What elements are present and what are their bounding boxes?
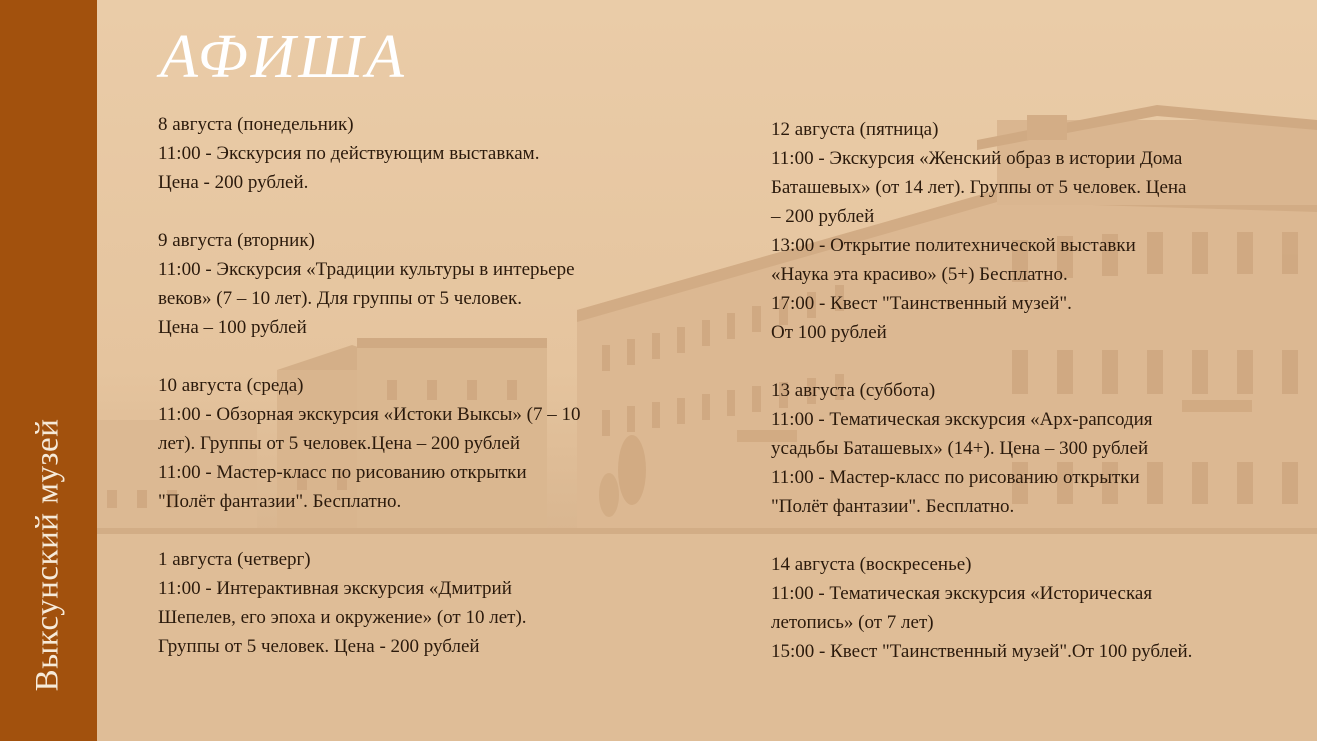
event-day: 8 августа (понедельник): [158, 114, 354, 135]
page-title: АФИША: [160, 23, 407, 91]
event-block-aug-12: [771, 115, 1281, 347]
event-day: 14 августа (воскресенье): [771, 554, 972, 575]
event-line: летопись» (от 7 лет): [771, 612, 934, 633]
event-line: Баташевых» (от 14 лет). Группы от 5 человек. Цена: [771, 177, 1187, 198]
event-line: 11:00 - Экскурсия «Традиции культуры в интерьере: [158, 259, 575, 280]
event-block-aug-1: [158, 545, 678, 661]
event-line: "Полёт фантазии". Бесплатно.: [158, 491, 402, 512]
event-line: Цена - 200 рублей.: [158, 172, 309, 193]
event-line: – 200 рублей: [771, 206, 875, 227]
event-line: усадьбы Баташевых» (14+). Цена – 300 рублей: [771, 438, 1149, 459]
event-day: 13 августа (суббота): [771, 380, 936, 401]
event-line: "Полёт фантазии". Бесплатно.: [771, 496, 1015, 517]
event-line: 11:00 - Мастер-класс по рисованию открытки: [158, 462, 527, 483]
event-block-aug-9: [158, 226, 678, 342]
event-line: 11:00 - Экскурсия по действующим выставкам.: [158, 143, 540, 164]
event-line: 11:00 - Мастер-класс по рисованию открытки: [771, 467, 1140, 488]
event-line: «Наука эта красиво» (5+) Бесплатно.: [771, 264, 1068, 285]
event-block-aug-13: [771, 376, 1281, 521]
event-block-aug-10: [158, 371, 678, 516]
event-block-aug-14: [771, 550, 1281, 666]
schedule-left-column: [158, 110, 678, 690]
sidebar: [0, 0, 97, 741]
museum-name: Выксунский музей: [29, 418, 66, 692]
event-day: 10 августа (среда): [158, 375, 304, 396]
event-day: 9 августа (вторник): [158, 230, 315, 251]
event-line: Цена – 100 рублей: [158, 317, 307, 338]
event-line: лет). Группы от 5 человек.Цена – 200 рублей: [158, 433, 521, 454]
event-day: 12 августа (пятница): [771, 119, 939, 140]
event-line: 11:00 - Тематическая экскурсия «Арх-рапсодия: [771, 409, 1153, 430]
event-line: веков» (7 – 10 лет). Для группы от 5 человек.: [158, 288, 523, 309]
event-line: 11:00 - Тематическая экскурсия «Историческая: [771, 583, 1153, 604]
schedule-right-column: [771, 115, 1281, 695]
event-line: 11:00 - Экскурсия «Женский образ в истории Дома: [771, 148, 1183, 169]
event-day: 1 августа (четверг): [158, 549, 311, 570]
event-line: 15:00 - Квест "Таинственный музей".От 100 рублей.: [771, 641, 1193, 662]
event-line: 13:00 - Открытие политехнической выставки: [771, 235, 1136, 256]
event-line: 11:00 - Интерактивная экскурсия «Дмитрий: [158, 578, 512, 599]
event-line: Шепелев, его эпоха и окружение» (от 10 лет).: [158, 607, 527, 628]
event-line: Группы от 5 человек. Цена - 200 рублей: [158, 636, 480, 657]
event-line: От 100 рублей: [771, 322, 887, 343]
event-line: 11:00 - Обзорная экскурсия «Истоки Выксы» (7 – 10: [158, 404, 581, 425]
event-block-aug-8: [158, 110, 678, 197]
event-line: 17:00 - Квест "Таинственный музей".: [771, 293, 1072, 314]
